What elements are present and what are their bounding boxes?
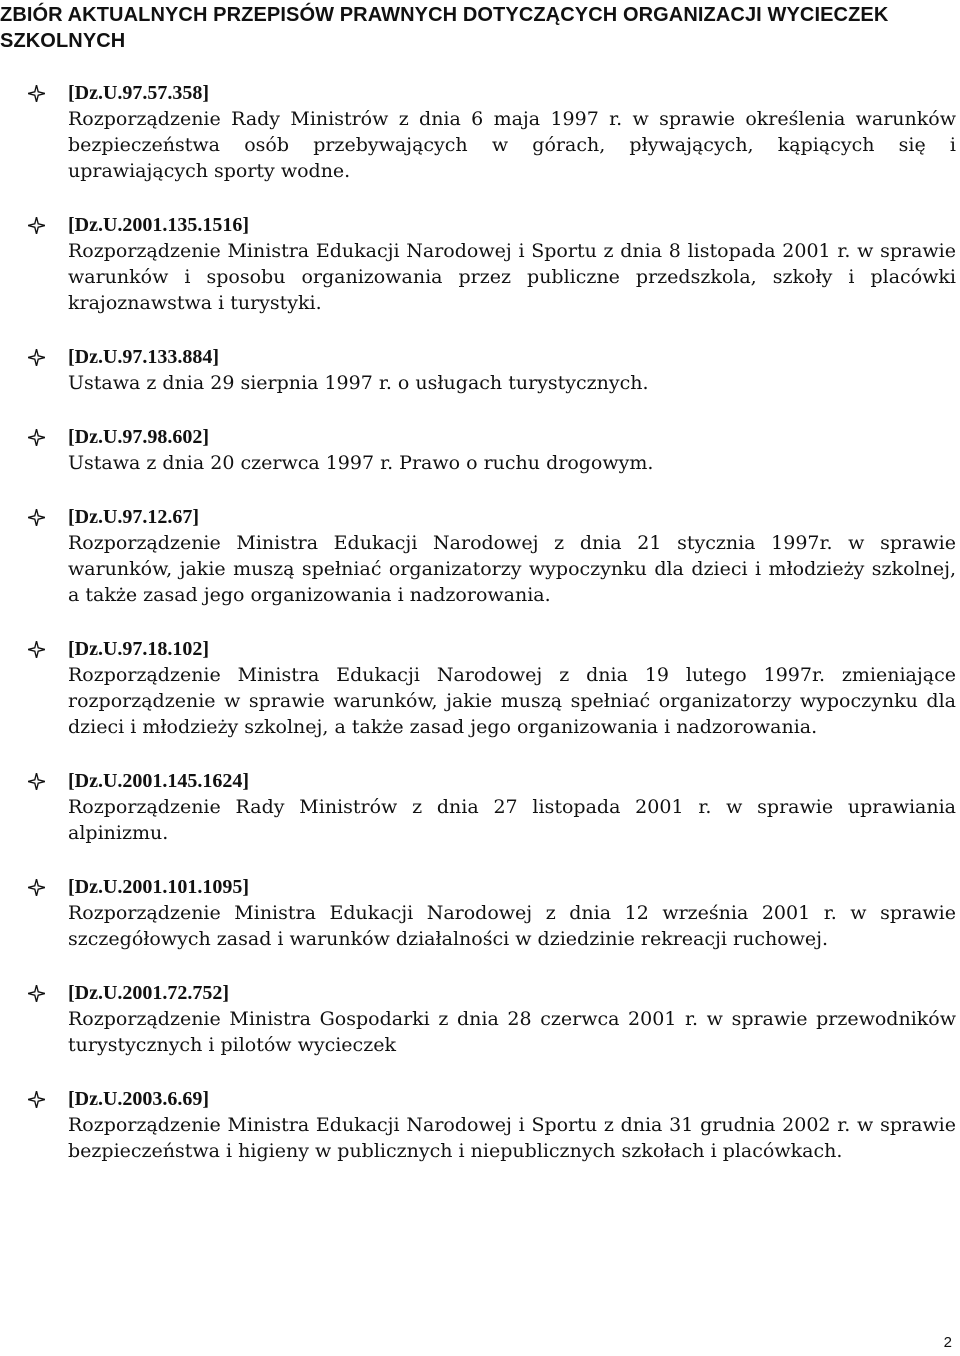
regulation-description: Rozporządzenie Ministra Edukacji Narodowej i Sportu z dnia 31 grudnia 2002 r. w sprawie bezpieczeństwa i higieny w publicznych i niepublicznych szkołach i placówkach.	[68, 1114, 956, 1162]
diamond-star-bullet-icon	[28, 879, 45, 896]
list-item	[0, 344, 956, 396]
regulation-description: Ustawa z dnia 20 czerwca 1997 r. Prawo o ruchu drogowym.	[68, 452, 654, 474]
diamond-star-bullet-icon	[28, 429, 45, 446]
list-item	[0, 768, 956, 846]
page-number: 2	[943, 1334, 952, 1351]
diamond-star-bullet-icon	[28, 641, 45, 658]
regulation-description: Rozporządzenie Ministra Edukacji Narodowej z dnia 19 lutego 1997r. zmieniające rozporządzenie w sprawie warunków, jakie muszą spełniać organizatorzy wypoczynku dla dzieci i młodzieży szkolnej, a także zasad jego organizowania i nadzorowania.	[68, 664, 956, 738]
regulation-description: Rozporządzenie Ministra Edukacji Narodowej z dnia 12 września 2001 r. w sprawie szczegółowych zasad i warunków działalności w dziedzinie rekreacji ruchowej.	[68, 902, 956, 950]
regulation-reference: [Dz.U.2003.6.69]	[68, 1088, 210, 1110]
regulation-reference: [Dz.U.2001.101.1095]	[68, 876, 250, 898]
list-item	[0, 636, 956, 740]
diamond-star-bullet-icon	[28, 985, 45, 1002]
regulation-reference: [Dz.U.97.57.358]	[68, 82, 210, 104]
list-item	[0, 424, 956, 476]
diamond-star-bullet-icon	[28, 773, 45, 790]
regulation-description: Rozporządzenie Rady Ministrów z dnia 6 maja 1997 r. w sprawie określenia warunków bezpieczeństwa osób przebywających w górach, pływających, kąpiących się i uprawiających sporty wodne.	[68, 108, 956, 182]
regulation-description: Rozporządzenie Ministra Edukacji Narodowej i Sportu z dnia 8 listopada 2001 r. w sprawie warunków i sposobu organizowania przez publiczne przedszkola, szkoły i placówki krajoznawstwa i turystyki.	[68, 240, 956, 314]
diamond-star-bullet-icon	[28, 509, 45, 526]
list-item	[0, 874, 956, 952]
regulation-description: Ustawa z dnia 29 sierpnia 1997 r. o usługach turystycznych.	[68, 372, 649, 394]
list-item	[0, 80, 956, 184]
diamond-star-bullet-icon	[28, 85, 45, 102]
diamond-star-bullet-icon	[28, 1091, 45, 1108]
list-item	[0, 504, 956, 608]
diamond-star-bullet-icon	[28, 349, 45, 366]
regulation-reference: [Dz.U.97.133.884]	[68, 346, 220, 368]
list-item	[0, 980, 956, 1058]
regulation-description: Rozporządzenie Ministra Gospodarki z dnia 28 czerwca 2001 r. w sprawie przewodników turystycznych i pilotów wycieczek	[68, 1008, 956, 1056]
regulation-description: Rozporządzenie Rady Ministrów z dnia 27 listopada 2001 r. w sprawie uprawiania alpinizmu.	[68, 796, 956, 844]
regulation-reference: [Dz.U.97.18.102]	[68, 638, 210, 660]
regulation-list	[0, 80, 960, 1192]
list-item	[0, 1086, 956, 1164]
regulation-reference: [Dz.U.97.98.602]	[68, 426, 210, 448]
regulation-reference: [Dz.U.2001.72.752]	[68, 982, 230, 1004]
regulation-reference: [Dz.U.97.12.67]	[68, 506, 200, 528]
diamond-star-bullet-icon	[28, 217, 45, 234]
document-title: ZBIÓR AKTUALNYCH PRZEPISÓW PRAWNYCH DOTYCZĄCYCH ORGANIZACJI WYCIECZEK SZKOLNYCH	[0, 4, 889, 52]
regulation-reference: [Dz.U.2001.135.1516]	[68, 214, 250, 236]
list-item	[0, 212, 956, 316]
regulation-reference: [Dz.U.2001.145.1624]	[68, 770, 250, 792]
regulation-description: Rozporządzenie Ministra Edukacji Narodowej z dnia 21 stycznia 1997r. w sprawie warunków, jakie muszą spełniać organizatorzy wypoczynku dla dzieci i młodzieży szkolnej, a także zasad jego organizowania i nadzorowania.	[68, 532, 956, 606]
